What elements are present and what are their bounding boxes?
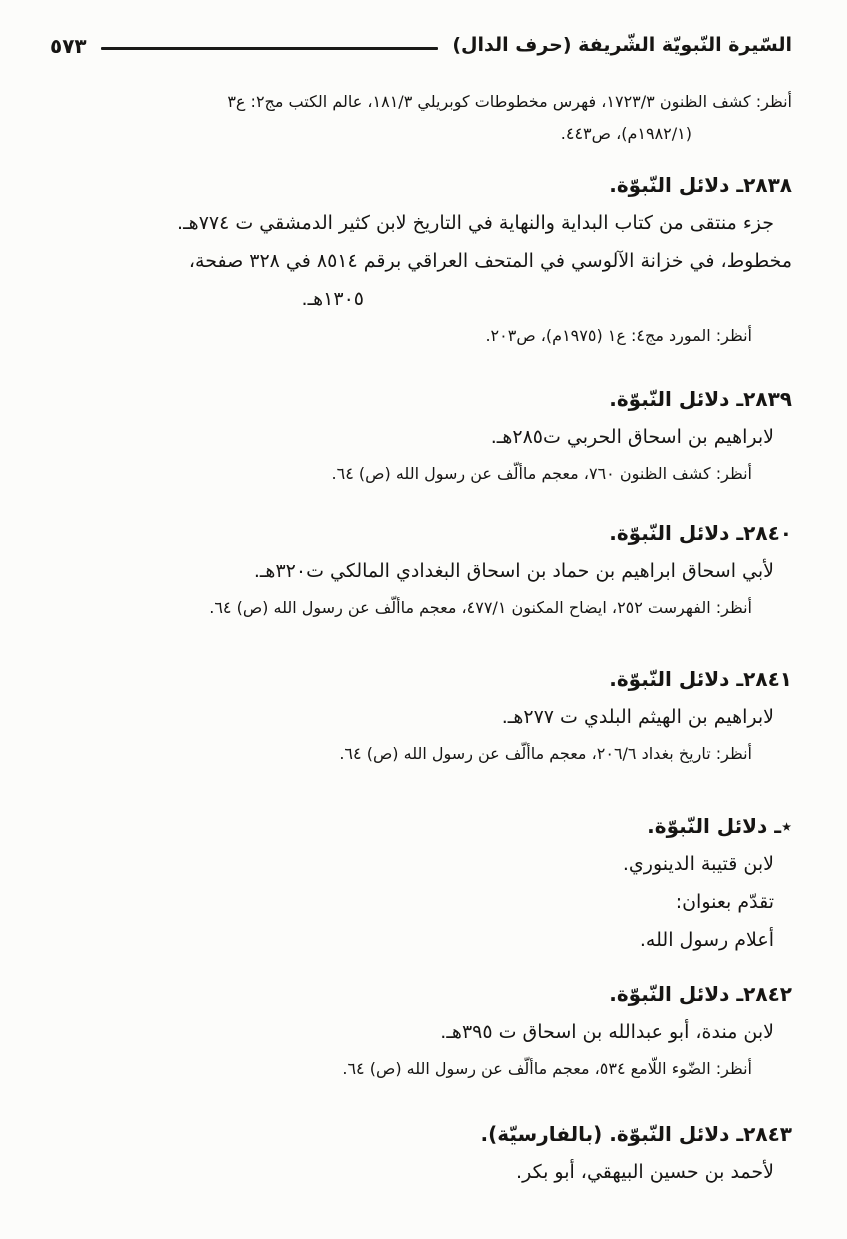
book-title: السّيرة النّبويّة الشّريفة (حرف الدال) — [452, 34, 792, 56]
entry-line: لأحمد بن حسين البيهقي، أبو بكر. — [516, 1161, 774, 1183]
entry-heading: ٢٨٤٢ـ دلائل النّبوّة. — [609, 982, 792, 1006]
bib-entry-2843 — [50, 1115, 792, 1191]
entry-heading: ٢٨٤٣ـ دلائل النّبوّة. (بالفارسيّة). — [480, 1122, 792, 1146]
entry-heading: ٢٨٣٨ـ دلائل النّبوّة. — [609, 173, 792, 197]
bib-entry-2841 — [50, 660, 792, 770]
intro-reference-block — [50, 86, 792, 150]
entry-line: جزء منتقى من كتاب البداية والنهاية في التاريخ لابن كثير الدمشقي ت ٧٧٤هـ. — [177, 212, 774, 234]
entry-line: أعلام رسول الله. — [639, 929, 774, 951]
entry-line: لأبي اسحاق ابراهيم بن حماد بن اسحاق البغدادي المالكي ت٣٢٠هـ. — [253, 560, 774, 582]
entry-reference: أنظر: المورد مج٤: ع١ (١٩٧٥م)، ص٢٠٣. — [485, 326, 752, 345]
entry-line: لابراهيم بن الهيثم البلدي ت ٢٧٧هـ. — [501, 706, 774, 728]
entry-heading: ٢٨٤١ـ دلائل النّبوّة. — [609, 667, 792, 691]
bib-entry-star — [50, 807, 792, 959]
entry-reference: أنظر: كشف الظنون ٧٦٠، معجم ماألّف عن رسول الله (ص) ٦٤. — [331, 464, 752, 483]
running-head — [50, 30, 792, 60]
entry-reference: أنظر: تاريخ بغداد ٢٠٦/٦، معجم ماألّف عن رسول الله (ص) ٦٤. — [339, 744, 752, 763]
page-number: ٥٧٣ — [50, 34, 87, 58]
entry-heading: ٭ـ دلائل النّبوّة. — [647, 814, 792, 838]
reference-line-continuation: (١٩٨٢/١م)، ص٤٤٣. — [560, 124, 692, 143]
entry-line: لابراهيم بن اسحاق الحربي ت٢٨٥هـ. — [490, 426, 774, 448]
reference-line: أنظر: كشف الظنون ١٧٢٣/٣، فهرس مخطوطات كوبريلي ١٨١/٣، عالم الكتب مج٢: ع٣ — [227, 92, 792, 111]
entry-reference: أنظر: الضّوء اللّامع ٥٣٤، معجم ماألّف عن رسول الله (ص) ٦٤. — [342, 1059, 752, 1078]
entry-line: لابن قتيبة الدينوري. — [622, 853, 774, 875]
bib-entry-2840 — [50, 514, 792, 624]
bib-entry-2839 — [50, 380, 792, 490]
entry-line: تقدّم بعنوان: — [675, 891, 774, 913]
entry-reference: أنظر: الفهرست ٢٥٢، ايضاح المكنون ٤٧٧/١، معجم ماألّف عن رسول الله (ص) ٦٤. — [209, 598, 752, 617]
bib-entry-2842 — [50, 975, 792, 1085]
bib-entry-2838 — [50, 166, 792, 352]
entry-line: مخطوط، في خزانة الآلوسي في المتحف العراقي برقم ٨٥١٤ في ٣٢٨ صفحة، — [188, 250, 792, 272]
entry-heading: ٢٨٤٠ـ دلائل النّبوّة. — [609, 521, 792, 545]
entry-line: لابن مندة، أبو عبدالله بن اسحاق ت ٣٩٥هـ. — [440, 1021, 774, 1043]
header-rule — [101, 47, 439, 50]
entry-line: ١٣٠٥هـ. — [301, 288, 364, 310]
entry-heading: ٢٨٣٩ـ دلائل النّبوّة. — [609, 387, 792, 411]
